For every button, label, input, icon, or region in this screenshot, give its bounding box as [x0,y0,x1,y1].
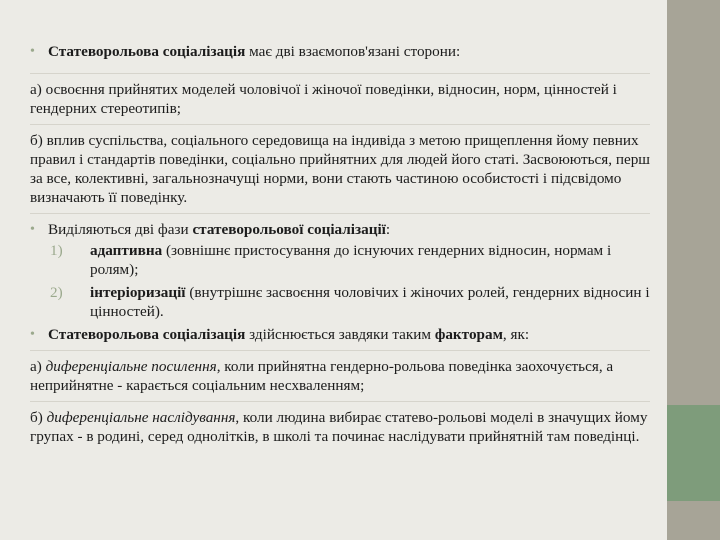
factor-a-prefix: а) [30,358,46,375]
paragraph-b: б) вплив суспільства, соціального середовища на індивіда з метою прищеплення йому певних правил і стандартів поведінки, соціально прийнятних для людей його статі. Засвоюються, перш за все, колективні, загальнозначущі норми, вони стають частиною особистості і підсвідомо визначають її поведінку. [30,132,650,206]
divider [30,73,650,74]
phase-description: (зовнішнє пристосування до існуючих гендерних відносин, нормам і ролям); [90,242,612,278]
divider [30,213,650,214]
factor-b-prefix: б) [30,409,47,426]
bullet-phases-pre: Виділяються дві фази [48,221,193,238]
term-gender-role-socialization: Статеворольова соціалізація [48,326,246,343]
phase-term: інтеріоризації [90,284,186,301]
slide-content [30,36,650,446]
bullet-phases [30,220,650,239]
factor-a [30,357,650,395]
factor-b [30,408,650,446]
phase-item [30,283,650,321]
bullet-icon: • [30,222,35,237]
factor-a-term: диференціальне посилення [45,358,217,375]
phase-description: (внутрішнє засвоєння чоловічих і жіночих ролей, гендерних відносин і цінностей). [90,284,650,320]
decorative-accent-block [667,405,720,501]
term-factors: факторам [434,326,503,343]
bullet-sides [30,42,650,61]
bullet-phases-post: : [385,221,391,238]
term-gender-role-socialization: Статеворольова соціалізація [48,43,246,60]
bullet-icon: • [30,327,35,342]
factor-b-text: , коли людина вибирає статево-рольові моделі в значущих йому групах - в родині, серед однолітків, в школі та починає наслідувати прийнятній там поведінці. [30,409,648,445]
divider [30,401,650,402]
term-gender-role-socialization-gen: статеворольової соціалізації [192,221,386,238]
phase-item [30,241,650,279]
bullet-sides-text: має дві взаємопов'язані сторони: [245,43,461,60]
factor-a-text: , коли прийнятна гендерно-рольова поведінка заохочується, а неприйнятне - карається соціальним несхваленням; [30,358,614,394]
divider [30,124,650,125]
paragraph-a: а) освоєння прийнятих моделей чоловічої і жіночої поведінки, відносин, норм, цінностей і гендерних стереотипів; [30,81,617,117]
bullet-factors-mid: здійснюється завдяки таким [245,326,435,343]
phase-term: адаптивна [90,242,163,259]
bullet-icon: • [30,44,35,59]
divider [30,350,650,351]
phase-number: 2) [50,284,63,301]
bullet-factors [30,325,650,344]
factor-b-term: диференціальне наслідування [46,409,236,426]
bullet-factors-post: , як: [502,326,530,343]
decorative-side-band [667,0,720,540]
phase-number: 1) [50,242,63,259]
